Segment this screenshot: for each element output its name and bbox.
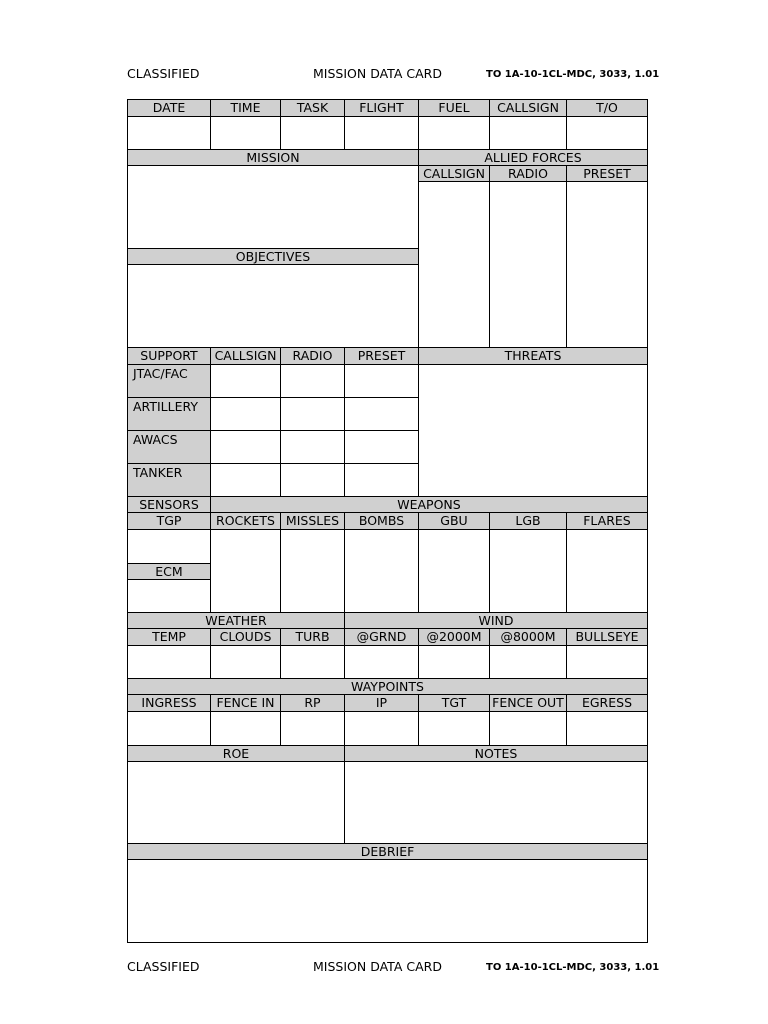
tgt-field[interactable] <box>418 711 490 746</box>
flight-header: FLIGHT <box>344 99 419 117</box>
fuel-header: FUEL <box>418 99 490 117</box>
support-callsign-field[interactable] <box>210 397 281 431</box>
egress-header: EGRESS <box>566 694 648 712</box>
takeoff-field[interactable] <box>566 116 648 150</box>
wind-8000m-field[interactable] <box>489 645 567 679</box>
rockets-field[interactable] <box>210 529 281 613</box>
threats-field[interactable] <box>418 364 648 497</box>
allied-forces-header: ALLIED FORCES <box>418 149 648 166</box>
roe-header: ROE <box>127 745 345 762</box>
notes-header: NOTES <box>344 745 648 762</box>
tgt-header: TGT <box>418 694 490 712</box>
flares-header: FLARES <box>566 512 648 530</box>
support-callsign-field[interactable] <box>210 430 281 464</box>
threats-header: THREATS <box>418 347 648 365</box>
allied-radio-field[interactable] <box>489 181 567 348</box>
fence-out-field[interactable] <box>489 711 567 746</box>
support-radio-field[interactable] <box>280 397 345 431</box>
egress-field[interactable] <box>566 711 648 746</box>
time-field[interactable] <box>210 116 281 150</box>
support-header: SUPPORT <box>127 347 211 365</box>
weapons-header: WEAPONS <box>210 496 648 513</box>
task-header: TASK <box>280 99 345 117</box>
tgp-header: TGP <box>127 512 211 530</box>
support-row-label: AWACS <box>127 430 211 464</box>
support-radio-field[interactable] <box>280 364 345 398</box>
date-header: DATE <box>127 99 211 117</box>
header-ref: TO 1A-10-1CL-MDC, 3033, 1.01 <box>486 69 660 80</box>
wind-grnd-header: @GRND <box>344 628 419 646</box>
objectives-header: OBJECTIVES <box>127 248 419 265</box>
ingress-header: INGRESS <box>127 694 211 712</box>
support-radio-header: RADIO <box>280 347 345 365</box>
fence-in-field[interactable] <box>210 711 281 746</box>
mission-header: MISSION <box>127 149 419 166</box>
support-preset-field[interactable] <box>344 430 419 464</box>
sensors-header: SENSORS <box>127 496 211 513</box>
lgb-field[interactable] <box>489 529 567 613</box>
missles-header: MISSLES <box>280 512 345 530</box>
fence-out-header: FENCE OUT <box>489 694 567 712</box>
notes-field[interactable] <box>344 761 648 844</box>
callsign-header: CALLSIGN <box>489 99 567 117</box>
allied-preset-field[interactable] <box>566 181 648 348</box>
missles-field[interactable] <box>280 529 345 613</box>
lgb-header: LGB <box>489 512 567 530</box>
bullseye-field[interactable] <box>566 645 648 679</box>
support-row-label: ARTILLERY <box>127 397 211 431</box>
bombs-field[interactable] <box>344 529 419 613</box>
debrief-header: DEBRIEF <box>127 843 648 860</box>
support-preset-field[interactable] <box>344 463 419 497</box>
allied-callsign-header: CALLSIGN <box>418 165 490 182</box>
time-header: TIME <box>210 99 281 117</box>
clouds-header: CLOUDS <box>210 628 281 646</box>
mission-field[interactable] <box>127 165 419 249</box>
support-preset-field[interactable] <box>344 364 419 398</box>
flares-field[interactable] <box>566 529 648 613</box>
support-callsign-field[interactable] <box>210 364 281 398</box>
task-field[interactable] <box>280 116 345 150</box>
support-preset-field[interactable] <box>344 397 419 431</box>
allied-callsign-field[interactable] <box>418 181 490 348</box>
support-callsign-header: CALLSIGN <box>210 347 281 365</box>
objectives-field[interactable] <box>127 264 419 348</box>
temp-header: TEMP <box>127 628 211 646</box>
takeoff-header: T/O <box>566 99 648 117</box>
bullseye-header: BULLSEYE <box>566 628 648 646</box>
ecm-header: ECM <box>127 563 211 580</box>
allied-preset-header: PRESET <box>566 165 648 182</box>
wind-header: WIND <box>344 612 648 629</box>
wind-grnd-field[interactable] <box>344 645 419 679</box>
support-radio-field[interactable] <box>280 430 345 464</box>
ecm-field[interactable] <box>127 579 211 613</box>
rockets-header: ROCKETS <box>210 512 281 530</box>
turb-field[interactable] <box>280 645 345 679</box>
wind-2000m-header: @2000M <box>418 628 490 646</box>
debrief-field[interactable] <box>127 859 648 943</box>
header-classified: CLASSIFIED <box>127 66 200 81</box>
support-row-label: JTAC/FAC <box>127 364 211 398</box>
weather-header: WEATHER <box>127 612 345 629</box>
rp-field[interactable] <box>280 711 345 746</box>
fence-in-header: FENCE IN <box>210 694 281 712</box>
date-field[interactable] <box>127 116 211 150</box>
bombs-header: BOMBS <box>344 512 419 530</box>
callsign-field[interactable] <box>489 116 567 150</box>
header-title: MISSION DATA CARD <box>313 66 442 81</box>
wind-2000m-field[interactable] <box>418 645 490 679</box>
gbu-field[interactable] <box>418 529 490 613</box>
support-preset-header: PRESET <box>344 347 419 365</box>
footer-classified: CLASSIFIED <box>127 959 200 974</box>
fuel-field[interactable] <box>418 116 490 150</box>
footer-ref: TO 1A-10-1CL-MDC, 3033, 1.01 <box>486 962 660 973</box>
temp-field[interactable] <box>127 645 211 679</box>
allied-radio-header: RADIO <box>489 165 567 182</box>
tgp-field[interactable] <box>127 529 211 564</box>
ip-field[interactable] <box>344 711 419 746</box>
footer-title: MISSION DATA CARD <box>313 959 442 974</box>
rp-header: RP <box>280 694 345 712</box>
turb-header: TURB <box>280 628 345 646</box>
support-radio-field[interactable] <box>280 463 345 497</box>
flight-field[interactable] <box>344 116 419 150</box>
ingress-field[interactable] <box>127 711 211 746</box>
ip-header: IP <box>344 694 419 712</box>
wind-8000m-header: @8000M <box>489 628 567 646</box>
waypoints-header: WAYPOINTS <box>127 678 648 695</box>
clouds-field[interactable] <box>210 645 281 679</box>
support-row-label: TANKER <box>127 463 211 497</box>
gbu-header: GBU <box>418 512 490 530</box>
roe-field[interactable] <box>127 761 345 844</box>
support-callsign-field[interactable] <box>210 463 281 497</box>
